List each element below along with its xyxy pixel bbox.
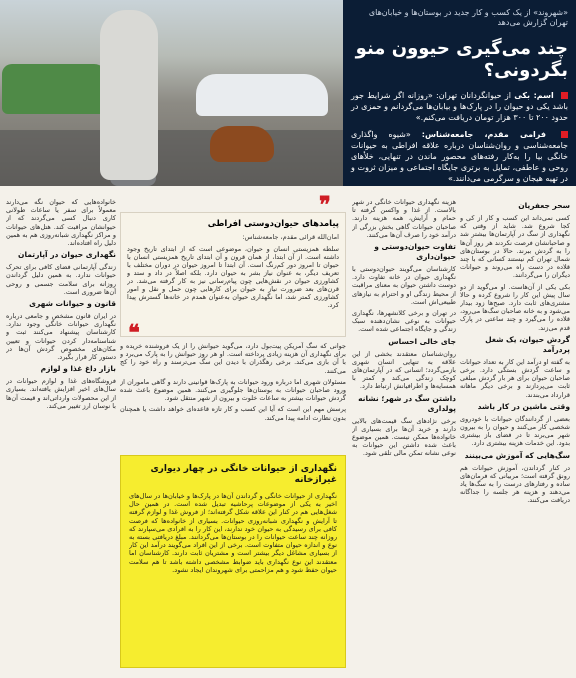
dog [210,126,274,162]
section-heading: گردش حیوان، یک شغل پردرآمد [485,334,570,354]
lead-item [351,90,568,123]
quote-box [120,212,346,337]
paragraph: کسی نمی‌داند این کسب و کار از کی و کجا شروع شد. شاید از وقتی که نگهداری از سگ در آپارتمان‌ها بیشتر شد و صاحبانشان فرصت نکردند هر روز آن‌ها را به گردش ببرند. حالا در بوستان‌های شمال تهران کم نیستند کسانی که با چند قلاده در دست راه می‌روند و حیوانات دیگران را می‌گردانند. [460,214,570,280]
quote-box-title: پیامدهای حیوان‌دوستی افراطی [207,219,339,229]
paragraph: خانواده‌هایی که حیوان نگه می‌دارند معمولاً برای سفر یا ساعات طولانی کاری دنبال کسی می‌گردند که از حیوانشان مراقبت کند. هتل‌های حیوانات و مراکز نگهداری شبانه‌روزی هم به همین دلیل راه افتاده‌اند. [6,198,116,248]
lead [351,90,568,184]
section-heading: قانون و حیوانات شهری [29,299,116,309]
section-heading: داشتن سگ در شهر؛ نشانه پولداری [358,393,456,413]
paragraph: در تهران و برخی کلانشهرها، نگهداری حیوانات به نوعی نشان‌دهنده سبک زندگی و جایگاه اجتماعی شده است. [352,309,456,334]
section-heading: بازار داغ غذا و لوازم [40,364,116,374]
page-title: چند می‌گیری حیوون منو بگردونی؟ [355,38,568,81]
lead-item-text: از حیوانگردانان تهران: «روزانه اگر شرایط جور باشد یکی دو حیوان را در پارک‌ها و بیابان‌ها می‌گردانم و حمزی در حدود ۲۰۰ تا ۳۰۰ هزار تومان دریافت می‌کنم.» [351,91,568,122]
paragraph: به گفته او درآمد این کار به تعداد حیوانات و ساعت گردش بستگی دارد. برخی صاحبان حیوان برای هر بار گردش مبلغی ثابت می‌پردازند و برخی دیگر ماهانه قرارداد می‌بندند. [460,357,570,399]
kicker: «شهروند» از یک کسب و کار جدید در بوستان‌ها و خیابان‌های تهران گزارش می‌دهد [368,8,568,27]
paragraph: جوانی که سگ آمریکن پیت‌بول دارد، می‌گوید حیوانش را از یک فروشنده خریده و برای نگهداری آن هزینه زیادی پرداخته است. او هر روز حیوانش را به پارک می‌برد و با آن بازی می‌کند. برخی رهگذران با دیدن این سگ می‌ترسند و راه خود را کج می‌کنند. [120,342,346,375]
quote-box-subtitle: امان‌الله قرائی مقدم، جامعه‌شناس: [242,233,339,241]
highlight-box-text: نگهداری از حیوانات خانگی و گرداندن آن‌ها در پارک‌ها و خیابان‌ها در سال‌های اخیر به یکی از موضوعات پرحاشیه تبدیل شده است. در همین حال شغل‌هایی هم در کنار این علاقه شکل گرفته‌اند؛ از فروش غذا و لوازم گرفته تا آرایش و نگهداری شبانه‌روزی حیوانات. بسیاری از خانواده‌ها که فرصت کافی برای رسیدگی به حیوان خود ندارند، این کار را به افرادی می‌سپارند که روزانه چند ساعت حیوانات را در بوستان‌ها می‌گردانند. مبلغ دریافتی بسته به نوع و اندازه حیوان متفاوت است. برخی از این افراد می‌گویند درآمد این کار از بسیاری مشاغل دیگر بیشتر است و مشتریان ثابت دارند. کارشناسان اما معتقدند این نوع نگهداری باید ضوابط مشخصی داشته باشد تا هم سلامت حیوان حفظ شود و هم مزاحمتی برای شهروندان ایجاد نشود. [129,492,337,574]
paragraph: کارشناسان می‌گویند حیوان‌دوستی با نگهداری حیوان در خانه تفاوت دارد. دوست داشتن حیوان به معنای مراقبت از محیط زندگی او و احترام به نیازهای طبیعی‌اش است. [352,265,456,306]
paragraph: روان‌شناسان معتقدند بخشی از این علاقه به تنهایی انسان شهری بازمی‌گردد؛ انسانی که در آپارتمان‌های کوچک زندگی می‌کند و کمتر با همسایه‌ها و اطرافیانش ارتباط دارد. [352,349,456,391]
paragraph: در کنار گرداندن، آموزش حیوانات هم رونق گرفته است؛ مربیانی که فرمان‌های ساده و رفتارهای درست را به سگ‌ها یاد می‌دهند و هزینه هر جلسه را جداگانه دریافت می‌کنند. [460,463,570,505]
lead-item [351,129,568,184]
bullet-icon [561,131,568,138]
white-car [196,74,328,116]
quote-box-text: سلطه همزیستی انسان و حیوان، موضوعی است که از ابتدای تاریخ وجود داشته است. از آن ابتدا، از همان قرون و آن ابتدای تاریخ همزیستی انسان با حیوان تا امروز دور کم‌رنگ است. آن ابتدا تا امروز حیوان در دوران مختلف با تعریف دیگر، به عنوان نیاز بشر به حیوان دارد. بلکه اصلاً در داد و ستد و کشاورزی حیوان در نقش‌هایی چون پیام‌رسانی نیز به کار گرفته می‌شد. در قرن‌های بعد ضرورت نیاز به حیوان برای کارهایی چون حمل و نقل و امور کشاورزی کمتر شد، اما نگهداری حیوان به‌عنوان همدم در خانه‌ها گسترش پیدا کرد. [127,245,339,309]
article-body [0,188,576,678]
paragraph: بکی یکی از آن‌هاست. او می‌گوید از دو سال پیش این کار را شروع کرده و حالا مشتری‌های ثابت دارد. صبح‌ها زود بیدار می‌شود و به خانه صاحبان سگ‌ها می‌رود، قلاده را می‌گیرد و چند ساعتی در پارک قدم می‌زند. [460,282,570,332]
quote-mark-icon: ❞ [319,192,331,218]
hero-panel [343,0,576,186]
section-heading: سگ‌هایی که آموزش می‌بینند [464,450,570,460]
paragraph: زندگی آپارتمانی فضای کافی برای تحرک حیوانات ندارد. به همین دلیل گرداندن روزانه برای سلامت جسمی و روحی آن‌ها ضروری است. [6,263,116,296]
column-d [6,198,116,678]
highlight-box-title: نگهداری از حیوانات خانگی در چهار دیواری غیرازخانه [150,464,337,485]
column-c [120,342,346,446]
column-b [352,198,456,678]
quote-mark-icon: ❝ [128,320,140,346]
lead-item-label: فرامی مقدم، جامعه‌شناس: [421,130,546,139]
section-heading: سحر جعفریان [518,201,570,210]
section-heading: تفاوت حیوان‌دوستی و حیوان‌داری [374,242,456,262]
section-heading: وقتی ماشین در کار باشد [477,401,570,411]
paragraph: هزینه نگهداری حیوانات خانگی در شهر بالاست. از غذا و واکسن گرفته تا حمام و آرایش، همه هزینه دارند. صاحبان حیوانات گاهی بخش بزرگی از درآمد خود را صرف آن‌ها می‌کنند. [352,198,456,239]
hero-photo [0,0,343,186]
paragraph: بعضی از گردانندگان حیوانات با خودروی شخصی کار می‌کنند و حیوان را به بیرون شهر می‌برند تا در فضای باز بیشتری بدود. این خدمات هزینه بیشتری دارد. [460,414,570,448]
highlight-box [120,455,346,668]
green-car [2,64,108,114]
paragraph: در ایران قانون مشخص و جامعی درباره نگهداری حیوانات خانگی وجود ندارد. کارشناسان پیشنهاد می‌کنند ثبت و شناسنامه‌دار کردن حیوانات و تعیین مکان‌های مخصوص گردش آن‌ها در دستور کار قرار بگیرد. [6,312,116,362]
paragraph: برخی نژادهای سگ قیمت‌های بالایی دارند و خرید آن‌ها برای بسیاری از خانواده‌ها ممکن نیست. همین موضوع باعث شده داشتن این حیوانات به نوعی نشانه تمکن مالی تلقی شود. [352,416,456,458]
section-heading: نگهداری حیوان در آپارتمان [18,250,116,260]
running-man [100,10,158,180]
bullet-icon [561,92,568,99]
section-heading: جای خالی احساس [388,336,456,346]
paragraph: فروشگاه‌های غذا و لوازم حیوانات در سال‌های اخیر افزایش یافته‌اند. بسیاری از این محصولات وارداتی‌اند و قیمت آن‌ها با نوسان ارز تغییر می‌کند. [6,377,116,410]
lead-item-text: «شیوه واگذاری جامعه‌شناسی و روان‌شناسان درباره علاقه افراطی به حیوانات خانگی بیا را به‌کار رفته‌های محصور ماندن در تنهایی، خلأهای روحی و عاطفی، تمایل به برتری جایگاه اجتماعی و میزان ثروت و در تهیه هیجان و سرگرمی می‌دانند.» [351,130,568,183]
column-a [460,198,570,678]
road-area [0,130,343,186]
lead-item-label: اسم: بکی [514,91,554,100]
paragraph: پرسش مهم این است که آیا این کسب و کار تازه قاعده‌ای خواهد داشت یا همچنان بدون نظارت ادامه پیدا می‌کند. [120,405,346,422]
paragraph: مسئولان شهری اما درباره ورود حیوانات به پارک‌ها قوانینی دارند و گاهی ماموران از ورود صاحبان حیوانات به بوستان‌ها جلوگیری می‌کنند. همین موضوع باعث شده گردش حیوانات بیشتر به ساعات خلوت و بیرون از شهر منتقل شود. [120,377,346,403]
